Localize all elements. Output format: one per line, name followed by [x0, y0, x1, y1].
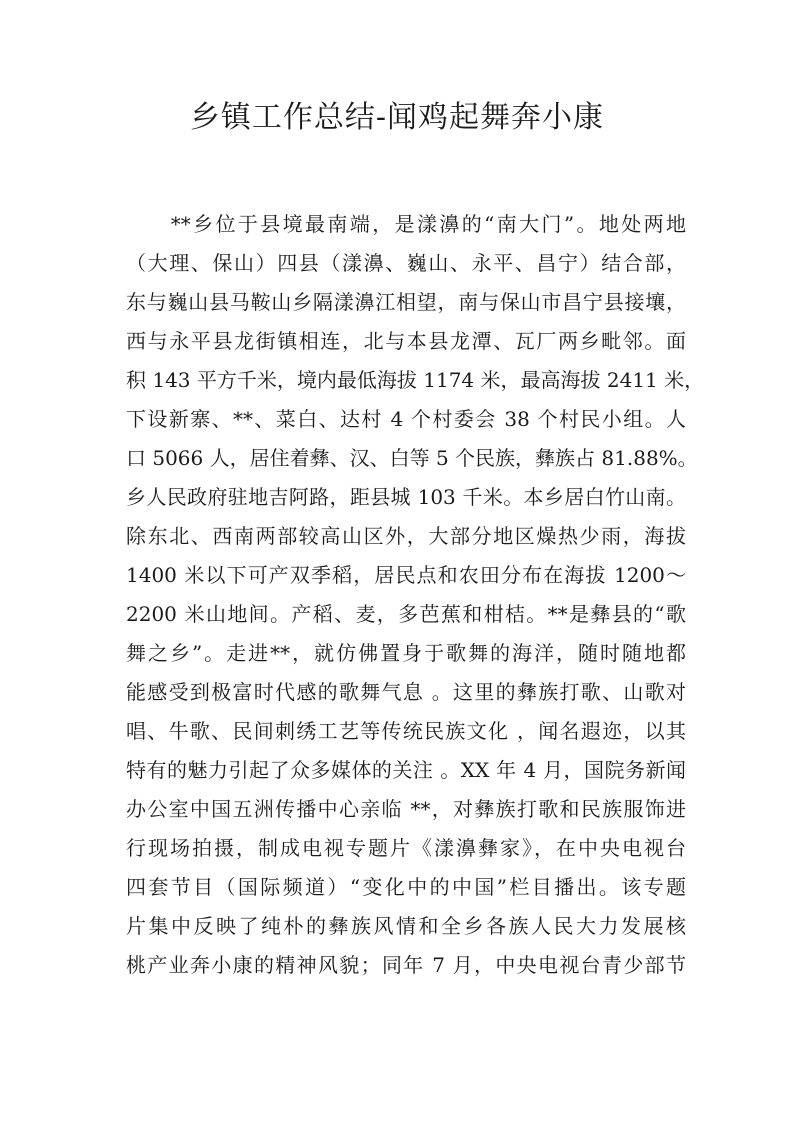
document-title: 乡镇工作总结-闻鸡起舞奔小康 — [189, 100, 605, 135]
body-line: （大理、保山）四县（漾濞、巍山、永平、昌宁）结合部， — [126, 251, 686, 275]
body-line: 乡人民政府驻地吉阿路，距县城 103 千米。本乡居白竹山南。 — [126, 485, 686, 509]
body-line: 西与永平县龙街镇相连，北与本县龙潭、瓦厂两乡毗邻。面 — [126, 329, 686, 353]
body-line: 东与巍山县马鞍山乡隔漾濞江相望，南与保山市昌宁县接壤， — [126, 290, 686, 314]
body-line: 行现场拍摄，制成电视专题片《漾濞彝家》，在中央电视台 — [126, 836, 686, 860]
body-line: **乡位于县境最南端，是漾濞的“南大门”。地处两地 — [126, 212, 686, 236]
body-line: 2200 米山地间。产稻、麦，多芭蕉和柑桔。**是彝县的“歌 — [126, 602, 686, 626]
body-line: 下设新寨、**、菜白、达村 4 个村委会 38 个村民小组。人 — [126, 407, 686, 431]
body-line: 特有的魅力引起了众多媒体的关注 。XX 年 4 月，国院务新闻 — [126, 758, 686, 782]
body-line: 口 5066 人，居住着彝、汉、白等 5 个民族，彝族占 81.88%。 — [126, 446, 698, 470]
body-line: 桃产业奔小康的精神风貌；同年 7 月，中央电视台青少部节 — [126, 953, 686, 977]
body-line: 1400 米以下可产双季稻，居民点和农田分布在海拔 1200～ — [126, 563, 686, 587]
body-line: 唱、牛歌、民间刺绣工艺等传统民族文化 ，闻名遐迩，以其 — [126, 719, 686, 743]
body-line: 积 143 平方千米，境内最低海拔 1174 米，最高海拔 2411 米， — [126, 368, 705, 392]
body-line: 四套节目（国际频道）“变化中的中国”栏目播出。该专题 — [126, 875, 686, 899]
body-line: 舞之乡”。走进**，就仿佛置身于歌舞的海洋，随时随地都 — [126, 641, 686, 665]
body-line: 能感受到极富时代感的歌舞气息 。这里的彝族打歌、山歌对 — [126, 680, 686, 704]
body-line: 除东北、西南两部较高山区外，大部分地区燥热少雨，海拔 — [126, 524, 686, 548]
body-line: 办公室中国五洲传播中心亲临 **，对彝族打歌和民族服饰进 — [126, 797, 686, 821]
document-body — [126, 205, 705, 985]
body-line: 片集中反映了纯朴的彝族风情和全乡各族人民大力发展核 — [126, 914, 686, 938]
